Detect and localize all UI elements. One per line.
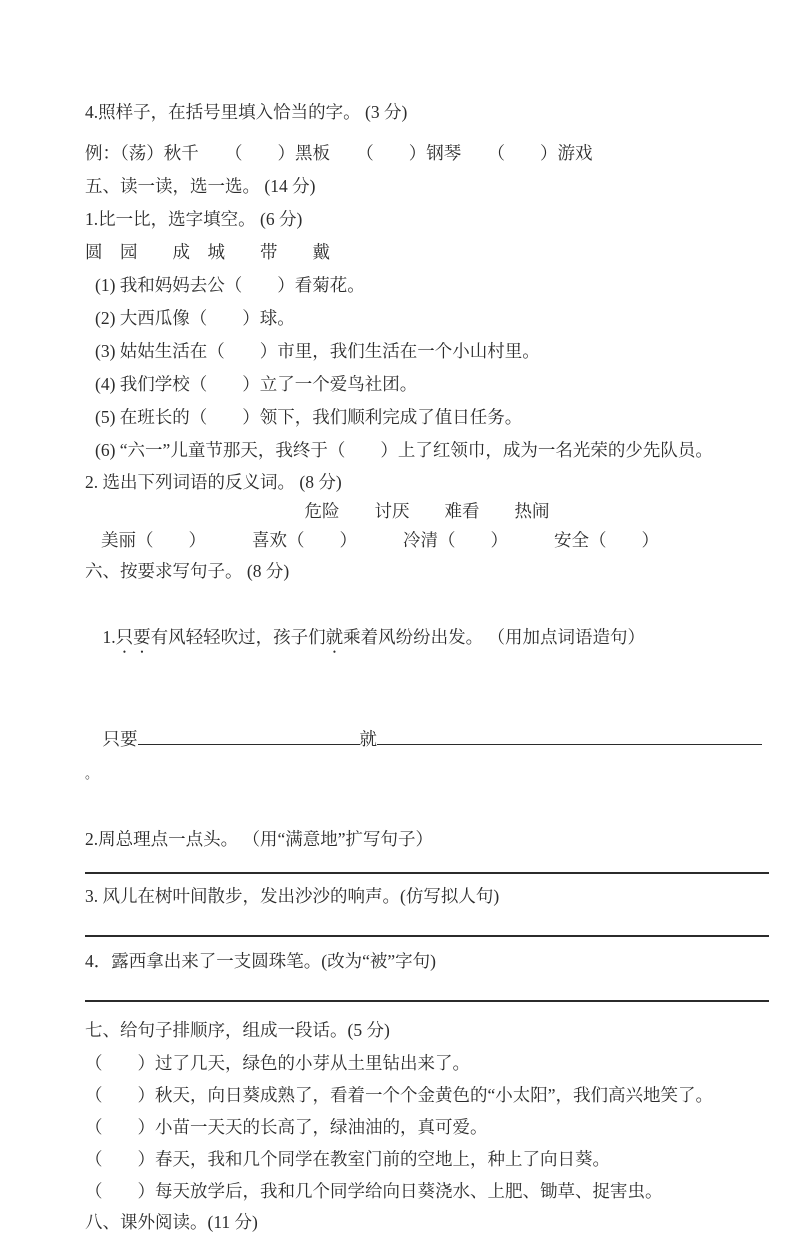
- answer-lead-word: 只要: [102, 729, 138, 749]
- question4-title: 4.照样子，在括号里填入恰当的字。 (3 分): [85, 102, 408, 122]
- section6-q1-answer-line: [85, 690, 769, 823]
- fill-blank-item-5: (5) 在班长的（ ）领下，我们顺利完成了值日任务。: [95, 407, 523, 427]
- q1-text-part2: 乘着风纷纷出发。: [343, 627, 484, 647]
- order-item-4: （ ）春天，我和几个同学在教室门前的空地上，种上了向日葵。: [85, 1149, 610, 1169]
- section5-sub1-word-bank: 圆 园 成 城 带 戴: [85, 242, 330, 262]
- q1-dotted-word-jiu: 就: [325, 627, 344, 647]
- answer-rule-1: [85, 856, 769, 874]
- section5-sub1-title: 1.比一比，选字填空。 (6 分): [85, 209, 303, 229]
- section6-q3-sentence: 3. 风儿在树叶间散步，发出沙沙的响声。(仿写拟人句): [85, 886, 500, 906]
- question4-example-line: 例：（荡）秋千 （ ）黑板 （ ）钢琴 （ ）游戏: [85, 143, 593, 163]
- fill-blank-item-1: (1) 我和妈妈去公（ ）看菊花。: [95, 275, 365, 295]
- q1-dotted-word-zhiyao: 只要: [115, 627, 151, 647]
- section5-sub2-title: 2. 选出下列词语的反义词。 (8 分): [85, 472, 342, 492]
- fill-blank-item-3: (3) 姑姑生活在（ ）市里，我们生活在一个小山村里。: [95, 341, 540, 361]
- antonym-pairs-row: [85, 525, 769, 555]
- antonym-pair-meili: 美丽（ ）: [101, 530, 206, 550]
- fill-blank-item-4: (4) 我们学校（ ）立了一个爱鸟社团。: [95, 374, 418, 394]
- answer-period: 。: [85, 766, 99, 781]
- antonym-pair-anquan: 安全（ ）: [554, 530, 659, 550]
- q1-instruction-note: （用加点词语造句）: [483, 627, 645, 647]
- order-item-3: （ ）小苗一天天的长高了，绿油油的，真可爱。: [85, 1117, 488, 1137]
- section6-q1-sentence: [85, 588, 769, 690]
- answer-rule-3: [85, 978, 769, 1002]
- answer-blank-1: [138, 724, 360, 745]
- section6-title: 六、按要求写句子。 (8 分): [85, 561, 290, 581]
- order-item-5: （ ）每天放学后，我和几个同学给向日葵浇水、上肥、锄草、捉害虫。: [85, 1181, 663, 1201]
- antonym-pair-xihuan: 喜欢（ ）: [252, 530, 357, 550]
- answer-conjunction-word: 就: [359, 729, 377, 749]
- order-item-1: （ ）过了几天，绿色的小芽从土里钻出来了。: [85, 1053, 470, 1073]
- section8-title: 八、课外阅读。(11 分): [85, 1212, 258, 1232]
- section5-title: 五、读一读，选一选。 (14 分): [85, 176, 316, 196]
- section6-q4-sentence: 4．露西拿出来了一支圆珠笔。(改为“被”字句): [85, 951, 436, 971]
- section7-title: 七、给句子排顺序，组成一段话。(5 分): [85, 1020, 390, 1040]
- answer-rule-2: [85, 913, 769, 937]
- q1-number: 1.: [102, 627, 116, 647]
- antonym-pair-lengqing: 冷清（ ）: [403, 530, 508, 550]
- q1-text-part1: 有风轻轻吹过，孩子们: [150, 627, 326, 647]
- section6-q2-sentence: 2.周总理点一点头。 （用“满意地”扩写句子）: [85, 829, 434, 849]
- order-item-2: （ ）秋天，向日葵成熟了，看着一个个金黄色的“小太阳”，我们高兴地笑了。: [85, 1085, 714, 1105]
- section5-sub2-word-bank: 危险 讨厌 难看 热闹: [304, 501, 550, 521]
- fill-blank-item-6: (6) “六一”儿童节那天，我终于（ ）上了红领巾，成为一名光荣的少先队员。: [95, 440, 713, 460]
- fill-blank-item-2: (2) 大西瓜像（ ）球。: [95, 308, 295, 328]
- answer-blank-2: [377, 724, 762, 745]
